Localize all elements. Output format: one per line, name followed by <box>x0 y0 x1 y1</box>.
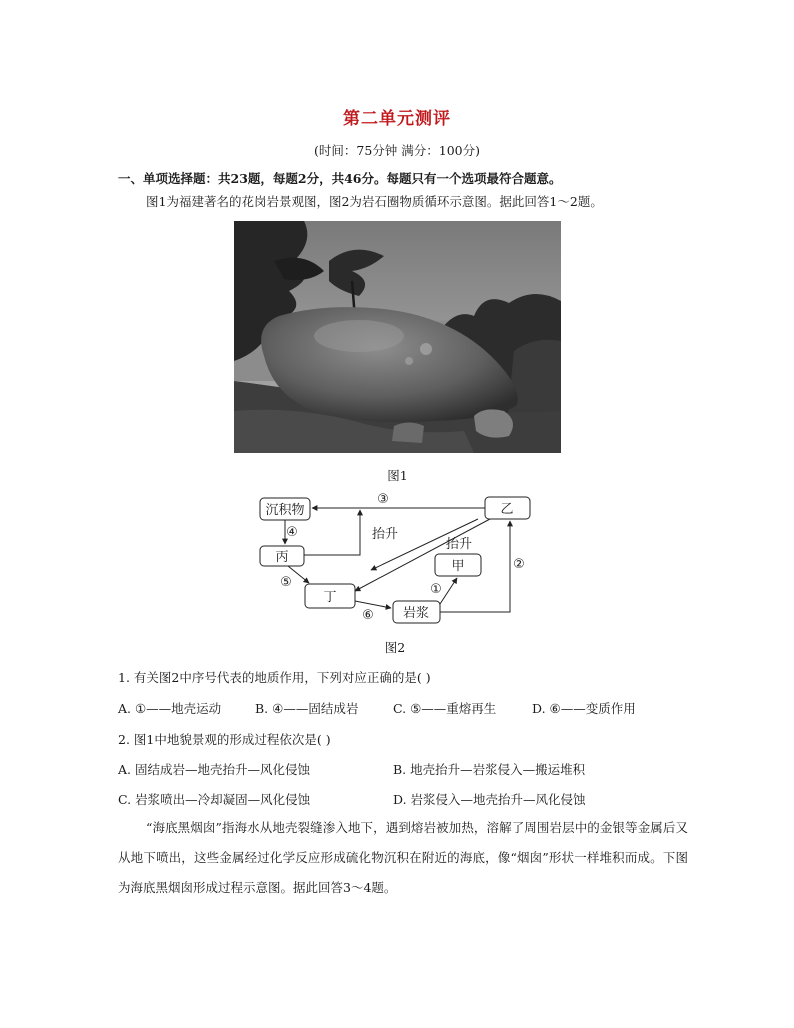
question-1-option-a: A. ①——地壳运动 <box>118 701 222 716</box>
question-1-stem: 1. 有关图2中序号代表的地质作用，下列对应正确的是( ) <box>118 670 431 685</box>
question-2-stem: 2. 图1中地貌景观的形成过程依次是( ) <box>118 732 331 747</box>
label-3: ③ <box>377 492 389 507</box>
figure-2-caption: 图2 <box>384 640 406 655</box>
passage-text: “海底黑烟囱”指海水从地壳裂缝渗入地下，遇到熔岩被加热，溶解了周围岩层中的金银等金属后又从地下喷出，这些金属经过化学反应形成硫化物沉积在附近的海底，像“烟囱”形状一样堆积而成。下图为海底黑烟囱形成过程示意图。据此回答3～4题。 <box>118 820 688 895</box>
node-jia: 甲 <box>451 559 465 574</box>
question-1-option-d: D. ⑥——变质作用 <box>532 701 636 716</box>
exam-info: (时间：75分钟 满分：100分) <box>314 143 480 158</box>
label-1: ① <box>430 582 442 597</box>
page-title: 第二单元测评 <box>343 109 451 129</box>
label-6: ⑥ <box>362 608 374 623</box>
label-uplift-b: 抬升 <box>445 537 473 552</box>
question-1-option-b: B. ④——固结成岩 <box>255 701 359 716</box>
question-2-option-d: D. 岩浆侵入—地壳抬升—风化侵蚀 <box>393 792 586 807</box>
section-intro: 图1为福建著名的花岗岩景观图，图2为岩石圈物质循环示意图。据此回答1～2题。 <box>146 194 603 209</box>
node-bing: 丙 <box>275 550 289 565</box>
label-uplift-a: 抬升 <box>371 527 399 542</box>
label-5: ⑤ <box>280 575 292 590</box>
question-1-option-c: C. ⑤——重熔再生 <box>393 701 497 716</box>
question-2-option-b: B. 地壳抬升—岩浆侵入—搬运堆积 <box>393 762 586 777</box>
label-4: ④ <box>286 525 298 540</box>
node-sediment: 沉积物 <box>265 503 305 518</box>
passage <box>118 813 688 903</box>
node-magma: 岩浆 <box>402 606 430 621</box>
node-yi: 乙 <box>500 502 514 517</box>
label-2: ② <box>513 557 525 572</box>
granite-landscape-photo <box>234 221 561 453</box>
question-2-option-a: A. 固结成岩—地壳抬升—风化侵蚀 <box>118 762 310 777</box>
node-ding: 丁 <box>323 590 337 605</box>
question-2-option-c: C. 岩浆喷出—冷却凝固—风化侵蚀 <box>118 792 311 807</box>
section-heading: 一、单项选择题：共23题，每题2分，共46分。每题只有一个选项最符合题意。 <box>118 171 562 186</box>
rock-cycle-diagram <box>255 487 535 632</box>
figure-1-caption: 图1 <box>387 468 408 483</box>
